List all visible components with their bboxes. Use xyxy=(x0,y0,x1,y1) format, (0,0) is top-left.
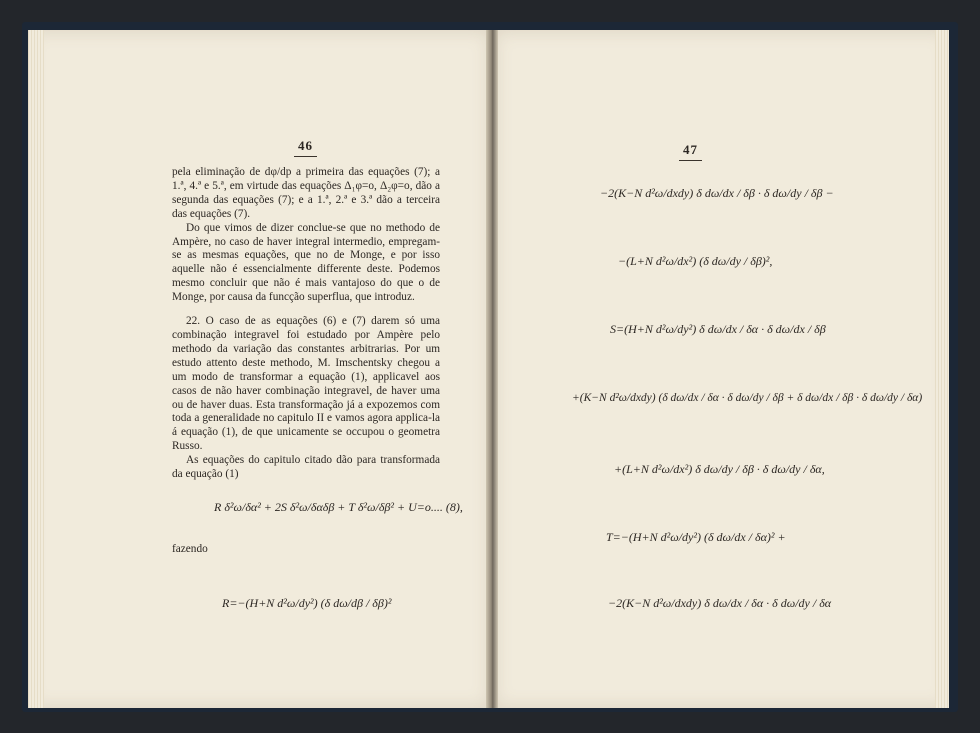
equation-line: −(L+N d²ω/dx²) (δ dω/dy / δβ)², xyxy=(618,254,773,268)
page-number-left: 46 xyxy=(298,138,313,153)
equation-8: R δ²ω/δα² + 2S δ²ω/δαδβ + T δ²ω/δβ² + U=o.... (8), xyxy=(214,500,463,514)
equation-line: −2(K−N d²ω/dxdy) δ dω/dx / δα · δ dω/dy / δα xyxy=(608,596,832,610)
left-page-text xyxy=(172,166,440,482)
equation-R: R=−(H+N d²ω/dy²) (δ dω/dβ / δβ)² xyxy=(222,596,392,610)
equation-line: −2(K−N d²ω/dxdy) δ dω/dx / δβ · δ dω/dy / δβ − xyxy=(600,186,834,200)
paragraph: 22. O caso de as equações (6) e (7) darem só uma combinação integravel foi estudado por Ampère pelo methodo da variação das constantes arbitrarias. Por um estudo attento deste methodo, M. Imschentsky chegou a um modo de transformar a equação (1), applicavel aos casos de não haver combinação integravel, de haver uma ou de haver duas. Esta transformação já a expozemos com toda a generalidade no capitulo II e vamos agora applica-la á equação (1), de que unicamente se occupou o geometra Russo. xyxy=(172,315,440,453)
equation-line: +(K−N d²ω/dxdy) (δ dω/dx / δα · δ dω/dy / δβ + δ dω/dx / δβ · δ dω/dy / δα) xyxy=(572,392,923,404)
fazendo-label: fazendo xyxy=(172,543,208,555)
equation-T: T=−(H+N d²ω/dy²) (δ dω/dx / δα)² + xyxy=(606,530,786,544)
page-number-right: 47 xyxy=(683,142,698,157)
paragraph: pela eliminação de dφ/dp a primeira das equações (7); a 1.ª, 4.ª e 5.ª, em virtude das equações Δ₁φ=o, Δ₂φ=o, dão a segunda das equações (7); e a 1.ª, 2.ª e 3.ª dão a terceira das equações (7). xyxy=(172,166,440,220)
equation-line: +(L+N d²ω/dx²) δ dω/dy / δβ · δ dω/dy / δα, xyxy=(614,462,825,476)
paragraph: Do que vimos de dizer conclue-se que no methodo de Ampère, no caso de haver integral intermedio, empregam-se as mesmas equações, que no de Monge, e por isso aquelle não é essencialmente differente deste. Podemos mesmo concluir que não é mais vantajoso do que o de Monge, por causa da funcção superflua, que introduz. xyxy=(172,221,440,304)
equation-S: S=(H+N d²ω/dy²) δ dω/dx / δα · δ dω/dx / δβ xyxy=(610,322,826,336)
paragraph: As equações do capitulo citado dão para transformada da equação (1) xyxy=(172,454,440,481)
book-gutter xyxy=(486,30,498,708)
